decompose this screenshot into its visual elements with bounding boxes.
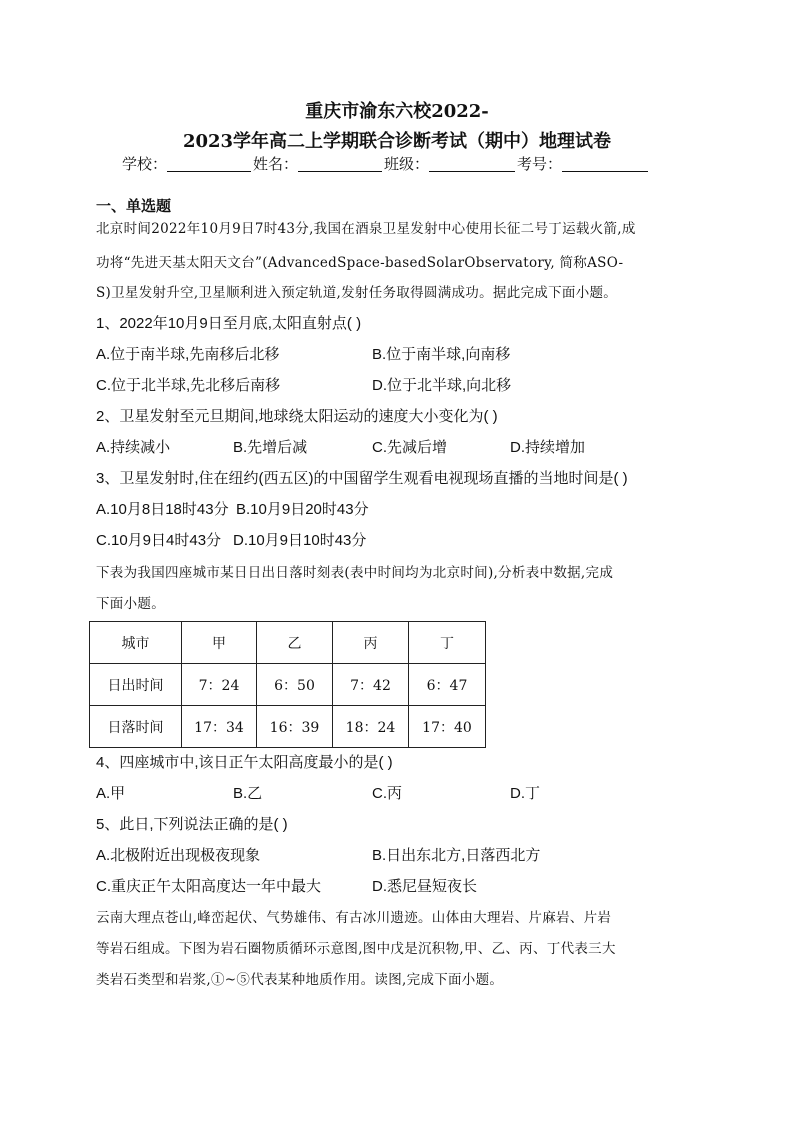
- table-header-row: [90, 622, 486, 664]
- table-cell: 日落时间: [90, 706, 182, 748]
- stem3-line1: 云南大理点苍山,峰峦起伏、气势雄伟、有古冰川遗迹。山体由大理岩、片麻岩、片岩: [96, 910, 612, 926]
- q3-option-c: C.10月9日4时43分: [96, 532, 222, 549]
- question-3: 3、卫星发射时,住在纽约(西五区)的中国留学生观看电视现场直播的当地时间是( ): [96, 470, 628, 487]
- stem2-line2: 下面小题。: [96, 596, 165, 612]
- stem2-line1: 下表为我国四座城市某日日出日落时刻表(表中时间均为北京时间),分析表中数据,完成: [96, 565, 614, 581]
- stem3-line2: 等岩石组成。下图为岩石圈物质循环示意图,图中戊是沉积物,甲、乙、丙、丁代表三大: [96, 941, 616, 957]
- table-cell: 甲: [182, 622, 257, 664]
- student-info-row: [122, 153, 650, 174]
- q5-option-a: A.北极附近出现极夜现象: [96, 847, 261, 864]
- q3-option-a: A.10月8日18时43分: [96, 501, 229, 518]
- table-cell: 丁: [409, 622, 486, 664]
- stem1-line2: 功将“先进天基太阳天文台”(AdvancedSpace-basedSolarObservatory, 简称ASO-: [96, 255, 624, 271]
- class-label: 班级：: [384, 156, 430, 173]
- exam-number-label: 考号：: [517, 156, 563, 173]
- q5-option-b: B.日出东北方,日落西北方: [372, 847, 541, 864]
- stem1-line3: S)卫星发射升空,卫星顺利进入预定轨道,发射任务取得圆满成功。据此完成下面小题。: [96, 285, 618, 301]
- table-cell: 17：40: [409, 706, 486, 748]
- q1-option-d: D.位于北半球,向北移: [372, 377, 512, 394]
- q2-option-a: A.持续减小: [96, 439, 171, 456]
- table-row: [90, 706, 486, 748]
- table-cell: 丙: [333, 622, 409, 664]
- table-cell: 乙: [257, 622, 333, 664]
- class-blank: [429, 157, 515, 172]
- name-label: 姓名：: [253, 156, 299, 173]
- exam-number-blank: [562, 157, 648, 172]
- table-cell: 7：42: [333, 664, 409, 706]
- table-cell: 6：50: [257, 664, 333, 706]
- table-cell: 日出时间: [90, 664, 182, 706]
- school-blank: [167, 157, 251, 172]
- table-cell: 17：34: [182, 706, 257, 748]
- table-cell: 16：39: [257, 706, 333, 748]
- question-2: 2、卫星发射至元旦期间,地球绕太阳运动的速度大小变化为( ): [96, 408, 498, 425]
- q4-option-a: A.甲: [96, 785, 126, 802]
- question-1: 1、2022年10月9日至月底,太阳直射点( ): [96, 315, 362, 332]
- q2-option-d: D.持续增加: [510, 439, 586, 456]
- sunrise-sunset-table: [89, 621, 486, 748]
- q1-option-c: C.位于北半球,先北移后南移: [96, 377, 281, 394]
- page-title-line2: 2023学年高二上学期联合诊断考试（期中）地理试卷: [182, 131, 612, 152]
- q2-option-b: B.先增后减: [233, 439, 308, 456]
- q4-option-b: B.乙: [233, 785, 263, 802]
- table-cell: 7：24: [182, 664, 257, 706]
- q3-option-d: D.10月9日10时43分: [233, 532, 367, 549]
- section-heading: 一、单选题: [96, 198, 172, 215]
- page-title-line1: 重庆市渝东六校2022-: [305, 101, 489, 122]
- question-5: 5、此日,下列说法正确的是( ): [96, 816, 288, 833]
- stem3-line3: 类岩石类型和岩浆,①~⑤代表某种地质作用。读图,完成下面小题。: [96, 972, 504, 988]
- question-4: 4、四座城市中,该日正午太阳高度最小的是( ): [96, 754, 393, 771]
- school-label: 学校：: [122, 156, 168, 173]
- table-cell: 18：24: [333, 706, 409, 748]
- q1-option-a: A.位于南半球,先南移后北移: [96, 346, 280, 363]
- table-cell: 6：47: [409, 664, 486, 706]
- q4-option-d: D.丁: [510, 785, 541, 802]
- q5-option-c: C.重庆正午太阳高度达一年中最大: [96, 878, 322, 895]
- q3-option-b: B.10月9日20时43分: [236, 501, 369, 518]
- name-blank: [298, 157, 382, 172]
- table-cell: 城市: [90, 622, 182, 664]
- table-row: [90, 664, 486, 706]
- q5-option-d: D.悉尼昼短夜长: [372, 878, 478, 895]
- q4-option-c: C.丙: [372, 785, 403, 802]
- q1-option-b: B.位于南半球,向南移: [372, 346, 511, 363]
- q2-option-c: C.先减后增: [372, 439, 448, 456]
- stem1-line1: 北京时间2022年10月9日7时43分,我国在酒泉卫星发射中心使用长征二号丁运载火箭,成: [96, 221, 636, 237]
